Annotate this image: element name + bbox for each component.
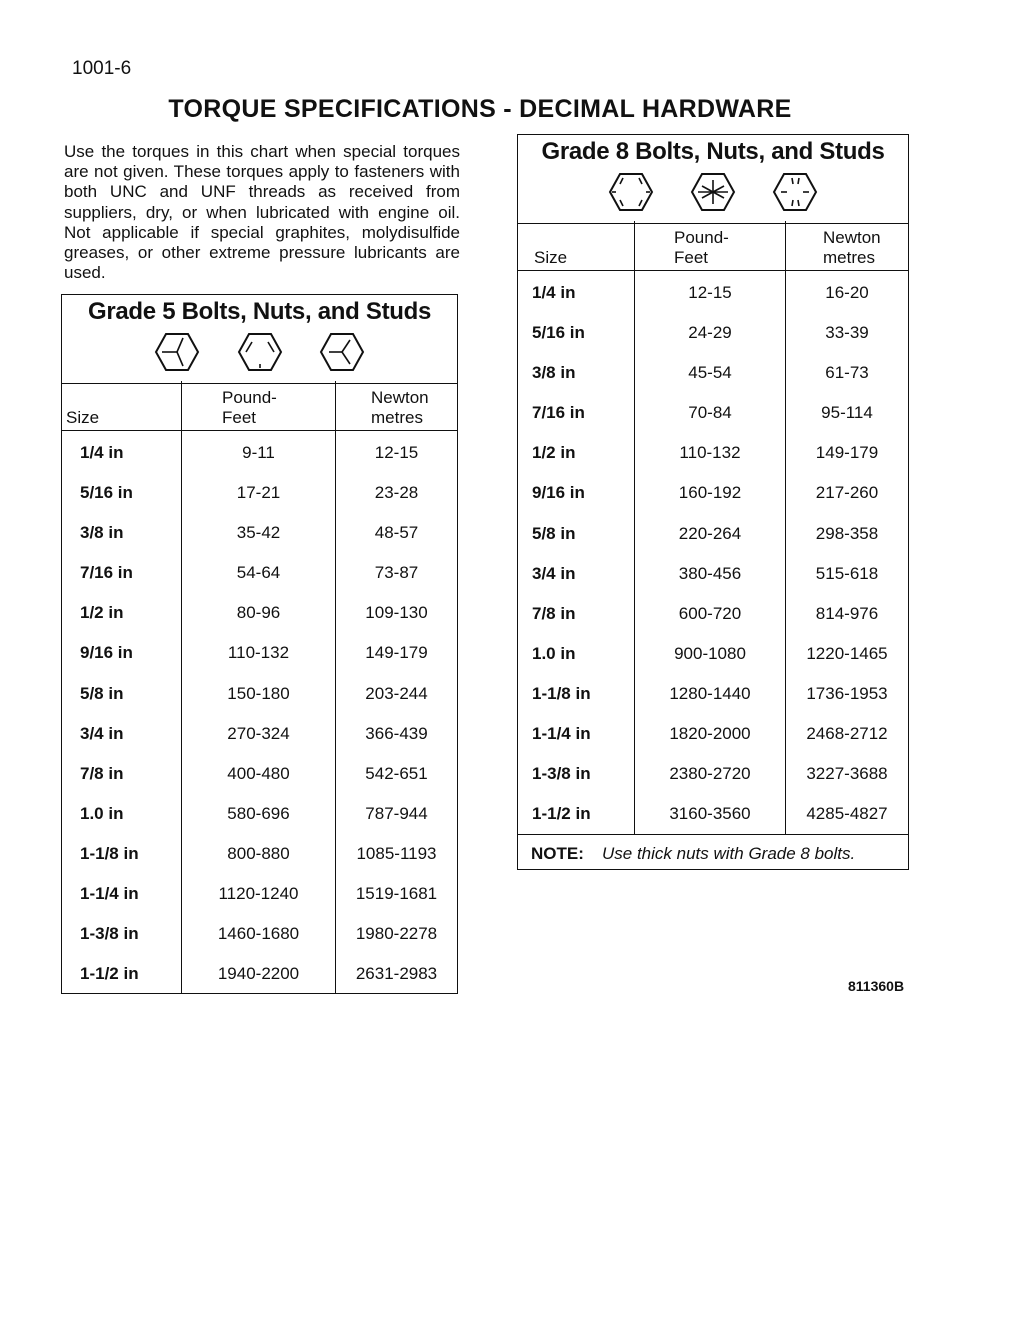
table-row [518,471,908,511]
cell-size: 7/8 in [80,763,124,783]
col-header-newton-metres: Newton [371,388,429,407]
table-row [518,752,908,792]
grade5-marking-icons [62,332,457,377]
table-row [518,271,908,311]
cell-newton-metres: 16-20 [825,283,869,302]
cell-pound-feet: 600-720 [678,603,742,623]
cell-newton-metres: 61-73 [825,363,869,383]
cell-pound-feet: 580-696 [227,803,290,823]
cell-size: 1-1/2 in [80,964,139,984]
cell-pound-feet: 400-480 [227,763,290,783]
cell-size: 1-1/8 in [532,683,591,703]
note-label: NOTE: [531,844,584,863]
cell-pound-feet: 17-21 [236,483,281,503]
cell-newton-metres: 2468-2712 [806,724,888,744]
cell-pound-feet: 220-264 [678,523,742,543]
cell-newton-metres: 2631-2983 [355,964,438,984]
col-header-newton-metres: metres [371,408,423,427]
table-row [62,952,457,992]
table-row [518,311,908,351]
col-header-newton-metres: metres [823,248,875,267]
page-title-text: TORQUE SPECIFICATIONS - DECIMAL HARDWARE [168,95,792,123]
cell-newton-metres: 366-439 [365,723,428,743]
table-row [62,591,457,631]
cell-pound-feet: 24-29 [688,323,732,343]
cell-size: 3/4 in [80,723,124,743]
cell-pound-feet: 9-11 [242,443,275,462]
cell-newton-metres: 515-618 [815,563,879,583]
cell-pound-feet: 150-180 [227,683,290,703]
cell-pound-feet: 1280-1440 [669,683,751,703]
table-row [62,631,457,671]
hex-bolt-grade5-icon [319,332,365,372]
intro-text: Use the torques in this chart when special torques are not given. These torques apply to fasteners with both UNC and UNF threads as received from suppliers, dry, or when lubricated with engine oil. Not applicable if special graphites, molydisulfide greases, or other extreme pressure lubricants are used. [64,142,460,283]
grade8-rows [518,271,908,832]
grade8-marking-icons [518,172,908,217]
cell-size: 5/16 in [532,323,585,343]
cell-newton-metres: 1519-1681 [355,884,438,904]
cell-pound-feet: 2380-2720 [669,764,751,784]
cell-newton-metres: 217-260 [815,483,879,503]
hex-bolt-grade8-icon [772,172,818,212]
cell-size: 7/16 in [532,403,585,423]
col-header-pound-feet: Feet [222,408,257,427]
page-number: 1001-6 [72,58,132,79]
cell-size: 9/16 in [80,643,133,663]
cell-newton-metres: 814-976 [815,603,879,623]
cell-pound-feet: 45-54 [688,363,732,383]
grade8-header [518,138,908,224]
cell-size: 1.0 in [80,803,124,823]
cell-newton-metres: 3227-3688 [806,764,888,784]
table-row [518,552,908,592]
cell-pound-feet: 1940-2200 [217,964,300,984]
cell-newton-metres: 109-130 [365,603,428,623]
hex-bolt-grade8-icon [690,172,736,212]
cell-pound-feet: 35-42 [236,523,281,543]
cell-size: 5/8 in [532,523,576,543]
cell-newton-metres: 12-15 [374,443,419,462]
cell-size: 1/2 in [80,603,124,623]
table-row [518,592,908,632]
intro-paragraph [64,142,460,283]
cell-pound-feet: 1460-1680 [217,924,300,944]
col-header-pound-feet: Feet [674,248,709,267]
cell-size: 1/4 in [532,283,576,302]
cell-size: 3/4 in [532,563,576,583]
table-row [62,551,457,591]
cell-pound-feet: 1120-1240 [218,884,299,904]
table-row [62,471,457,511]
cell-pound-feet: 800-880 [227,843,290,863]
cell-newton-metres: 33-39 [825,323,869,343]
table-row [62,672,457,712]
table-row [518,512,908,552]
cell-size: 1-1/2 in [532,804,591,824]
col-header-newton-metres: Newton [823,228,881,247]
table-row [518,391,908,431]
cell-newton-metres: 23-28 [374,483,419,503]
grade8-title: Grade 8 Bolts, Nuts, and Studs [541,138,885,165]
cell-size: 9/16 in [532,483,585,503]
grade8-column-headers [518,224,908,271]
col-header-pound-feet: Pound- [222,388,277,407]
grade5-title: Grade 5 Bolts, Nuts, and Studs [87,298,432,325]
figure-id: 811360B [848,978,905,994]
cell-pound-feet: 70-84 [688,403,732,423]
cell-size: 1.0 in [532,643,576,663]
page-title [0,95,960,124]
cell-newton-metres: 203-244 [365,683,428,703]
table-row [62,912,457,952]
cell-size: 7/16 in [80,563,133,583]
table-row [518,712,908,752]
cell-pound-feet: 270-324 [227,723,290,743]
table-row [518,792,908,832]
table-row [518,632,908,672]
cell-newton-metres: 1085-1193 [356,843,437,863]
cell-size: 7/8 in [532,603,576,623]
col-header-size: Size [66,408,100,427]
cell-size: 3/8 in [532,363,576,383]
cell-size: 1-3/8 in [80,924,139,944]
cell-size: 3/8 in [80,523,124,543]
cell-pound-feet: 54-64 [236,563,281,583]
cell-newton-metres: 149-179 [815,443,879,463]
cell-size: 1-1/8 in [80,843,139,863]
hex-bolt-grade5-icon [154,332,200,372]
cell-newton-metres: 1220-1465 [806,643,888,663]
cell-pound-feet: 160-192 [678,483,742,503]
grade8-table [517,134,909,870]
cell-newton-metres: 73-87 [374,563,419,583]
cell-newton-metres: 4285-4827 [806,804,888,824]
cell-size: 1-3/8 in [532,764,591,784]
grade5-table [61,294,458,994]
cell-newton-metres: 149-179 [365,643,428,663]
table-row [518,431,908,471]
cell-pound-feet: 110-132 [679,443,741,463]
cell-size: 1/4 in [80,443,124,462]
cell-newton-metres: 1736-1953 [806,683,888,703]
table-row [518,672,908,712]
note-text: Use thick nuts with Grade 8 bolts. [602,844,856,863]
table-row [62,712,457,752]
cell-newton-metres: 298-358 [815,523,879,543]
cell-newton-metres: 48-57 [374,523,419,543]
cell-newton-metres: 542-651 [365,763,428,783]
grade5-header [62,298,457,384]
cell-pound-feet: 380-456 [678,563,742,583]
cell-pound-feet: 1820-2000 [669,724,751,744]
cell-newton-metres: 787-944 [365,803,428,823]
col-header-size: Size [534,248,568,267]
cell-pound-feet: 3160-3560 [669,804,751,824]
cell-size: 5/16 in [80,483,133,503]
cell-pound-feet: 80-96 [236,603,281,623]
table-row [62,832,457,872]
cell-newton-metres: 95-114 [821,403,873,423]
cell-pound-feet: 12-15 [688,283,732,302]
table-row [62,511,457,551]
table-row [518,351,908,391]
cell-pound-feet: 900-1080 [674,643,746,663]
grade8-note [518,834,908,869]
grade5-rows [62,431,457,992]
cell-size: 1-1/4 in [532,724,591,744]
cell-size: 1/2 in [532,443,576,463]
cell-pound-feet: 110-132 [227,643,290,663]
cell-size: 5/8 in [80,683,124,703]
grade5-column-headers [62,384,457,431]
cell-newton-metres: 1980-2278 [355,924,438,944]
hex-bolt-grade8-icon [608,172,654,212]
table-row [62,431,457,471]
table-row [62,752,457,792]
table-row [62,872,457,912]
table-row [62,792,457,832]
col-header-pound-feet: Pound- [674,228,729,247]
cell-size: 1-1/4 in [80,884,139,904]
hex-bolt-grade5-icon [237,332,283,372]
